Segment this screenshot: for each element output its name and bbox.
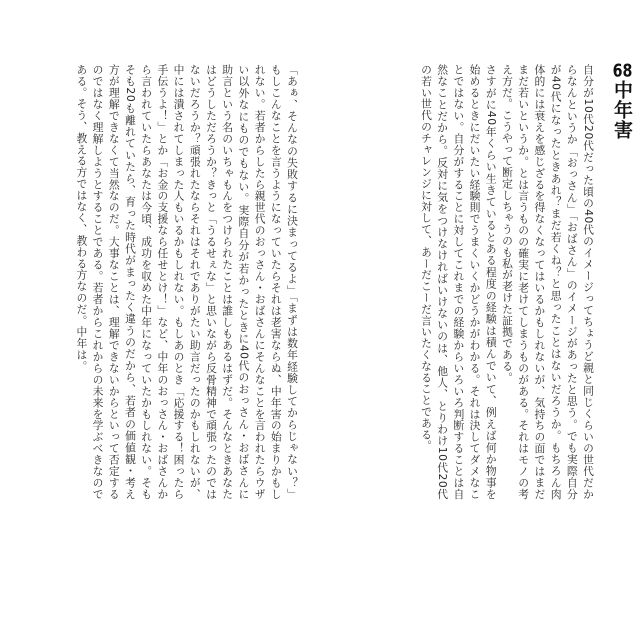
chapter-number: 68	[612, 62, 633, 80]
body-text-right	[316, 64, 596, 500]
body-text-left	[10, 64, 300, 500]
paragraph-1: 自分が10代20代だった頃の40代のイメージってちょうど親と同じくらいの世代だからなんというか「おっさん」「おばさん」のイメージがあったと思う。でも実際自分が40代になったときあれ？まだ若くね？と思ったことはないだろうか。もちろん肉体的には衰えを感じざるを得なくなってはいるかもしれないが、気持ちの面ではまだまだ若いというか。とは言うものの確実に老けてしまうものがある。それはモノの考え方だ。こうやって断定しちゃうのも私が老けた証拠である。	[500, 64, 595, 500]
paragraph-3: 「あぁ、そんなの失敗するに決まってるよ」「まずは数年経験してからじゃない？」もしこんなことを言うようになっていたらそれは老害ならぬ、中年害の始まりかもしれない。若者からしたら親世代のおっさん・おばさんにそんなことを言われたらウザい以外なにものでもない。実際自分が若かったときに40代のおっさん・おばさんに助言という名のいちゃもんをつけられたことは誰しもあるはずだ。そんなときあなたはどうしただろうか？きっと「うるせぇな」と思いながら反骨精神で頑張ったのではないだろうか？頑張れたならそれはそれでありがたい助言だったのかもしれないが、中には潰されてしまった人もいるかもしれない。もしあのとき「応援する！困ったら手伝うよ！」とか「お金の支援なら任せとけ！」など、中年のおっさん・おばさんから言われていたらあなたは今頃、成功を収めた中年になっていたかもしれない。そもそも20も離れていたら、育った時代がまったく違うのだから、若者の価値観・考え方が理解できなくて当然なのだ。大事なことは、理解できないからといって否定するのではなく理解しようとすることである。若者からこれからの未来を学ぶべきなのである。そう、教える方ではなく、教わる方なのだ。中年は。	[75, 64, 299, 500]
chapter-heading	[608, 62, 636, 140]
chapter-title: 中年害	[611, 80, 633, 140]
paragraph-2: さすがに40年くらい生きているとある程度の経験は積んでいて、例えば何か物事を始めるときにだいたい経験則でうまくいくかどうかがわかる。それは決してダメなことではない。自分がすることに対してこれまでの経験からいろいろ判断することは自然なことだから。反対に気をつけなければいけないのは、他人、とりわけ10代20代の若い世代のチャレンジに対して、あーだこーだ言いたくなることである。	[419, 64, 498, 500]
